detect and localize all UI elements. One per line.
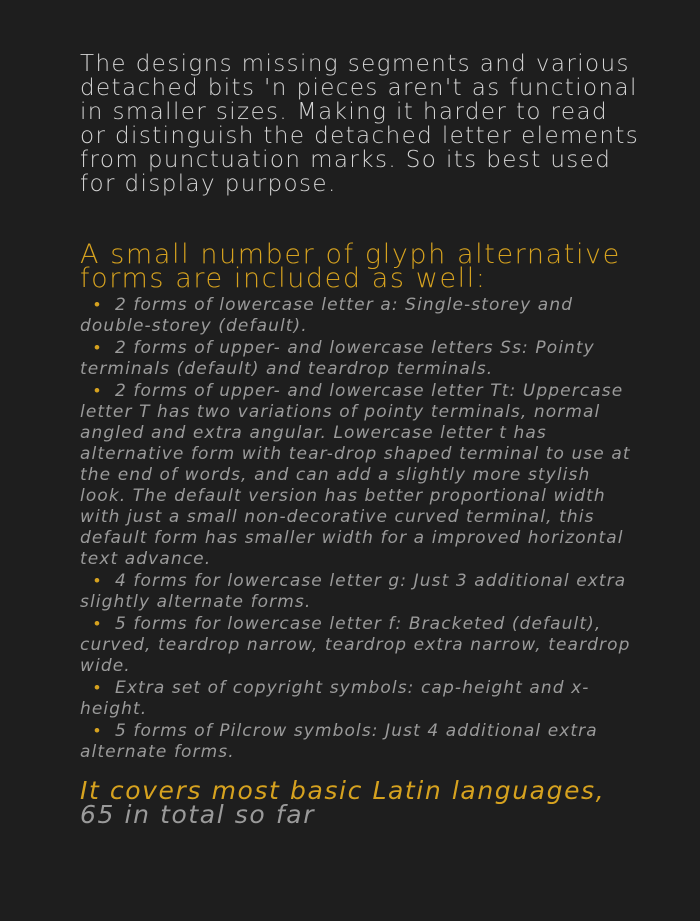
language-coverage xyxy=(80,776,640,829)
bullet-icon: • xyxy=(93,678,102,698)
list-item-text: 2 forms of lowercase letter a: Single-storey and double-storey (default). xyxy=(80,295,574,336)
content-column xyxy=(80,52,640,827)
bullet-icon: • xyxy=(93,721,102,741)
bullet-icon: • xyxy=(93,295,102,315)
feature-list xyxy=(80,295,640,763)
list-item-text: 5 forms for lowercase letter f: Bracketed (default), curved, teardrop narrow, teardrop extra narrow, teardrop wide. xyxy=(80,614,631,676)
list-item-text: 2 forms of upper- and lowercase letter Tt: Uppercase letter T has two variations of pointy terminals, normal angled and extra angular. Lowercase letter t has alternative form with tear-drop shaped terminal to use at the end of words, and can add a slightly more stylish look. The default version has better proportional width with just a small non-decorative curved terminal, this default form has smaller width for a improved horizontal text advance. xyxy=(80,381,631,569)
list-item xyxy=(80,614,640,677)
list-item xyxy=(80,295,640,337)
bullet-icon: • xyxy=(93,338,102,358)
coverage-count-text: 65 in total so far xyxy=(80,800,316,829)
bullet-icon: • xyxy=(93,571,102,591)
alternates-heading: A small number of glyph alternative forms are included as well: xyxy=(80,239,621,294)
list-item xyxy=(80,338,640,380)
bullet-icon: • xyxy=(93,614,102,634)
list-item xyxy=(80,678,640,720)
list-item xyxy=(80,721,640,763)
bullet-icon: • xyxy=(93,381,102,401)
coverage-accent-text: It covers most basic Latin languages, xyxy=(80,776,606,805)
list-item xyxy=(80,571,640,613)
list-item-text: 5 forms of Pilcrow symbols: Just 4 additional extra alternate forms. xyxy=(80,721,598,762)
list-item-text: Extra set of copyright symbols: cap-height and x-height. xyxy=(80,678,590,719)
intro-paragraph: The designs missing segments and various detached bits 'n pieces aren't as functional in smaller sizes. Making it harder to read or distinguish the detached letter elements from punctuation marks. So its best used for display purpose. xyxy=(80,51,640,197)
list-item-text: 2 forms of upper- and lowercase letters Ss: Pointy terminals (default) and teardrop terminals. xyxy=(80,338,595,379)
list-item xyxy=(80,381,640,570)
list-item-text: 4 forms for lowercase letter g: Just 3 additional extra slightly alternate forms. xyxy=(80,571,627,612)
